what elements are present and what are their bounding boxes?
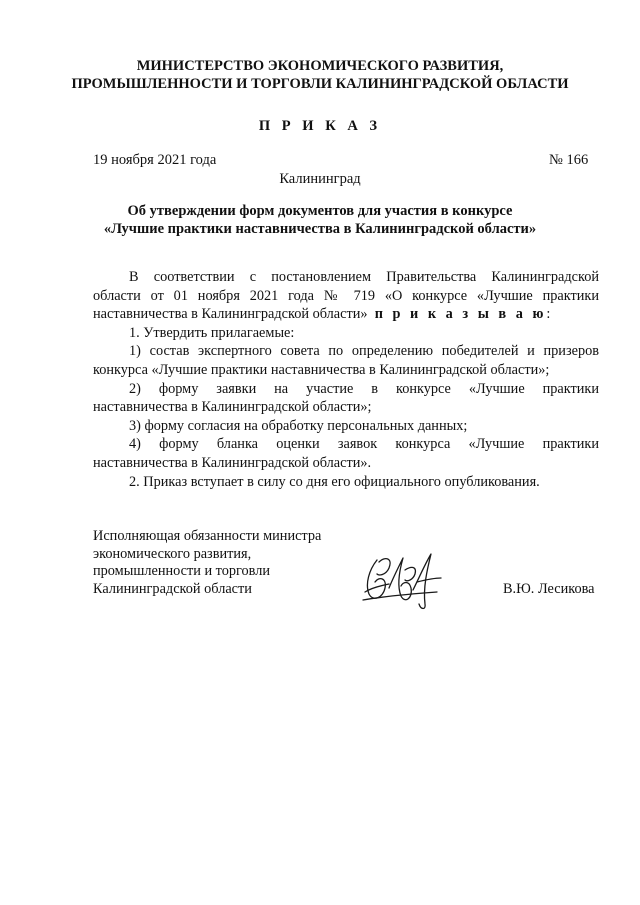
signatory-line-2: экономического развития, [93, 545, 252, 562]
order-body [93, 268, 599, 491]
item-1-1-line-2: конкурса «Лучшие практики наставничества в Калининградской области»; [93, 361, 550, 378]
signatory-line-1: Исполняющая обязанности министра [93, 528, 322, 544]
intro-line-2: области от 01 ноября 2021 года № 719 «О конкурсе «Лучшие практики [93, 287, 599, 304]
signatory-name: В.Ю. Лесикова [503, 581, 595, 597]
ministry-name-line-1: МИНИСТЕРСТВО ЭКОНОМИЧЕСКОГО РАЗВИТИЯ, [136, 58, 504, 74]
item-1-3: 3) форму согласия на обработку персональных данных; [129, 417, 468, 434]
item-1-2-line-1: 2) форму заявки на участие в конкурсе «Лучшие практики [129, 380, 599, 397]
intro-line-3 [93, 305, 599, 324]
signatory-line-4: Калининградской области [93, 580, 252, 597]
intro-line-3-text: наставничества в Калининградской области» [93, 306, 368, 323]
order-colon: : [546, 306, 551, 323]
order-city: Калининград [279, 171, 361, 187]
order-subject-line-2: «Лучшие практики наставничества в Калининградской области» [103, 221, 537, 237]
item-1-4-line-2: наставничества в Калининградской области». [93, 454, 372, 471]
handwritten-signature [355, 548, 450, 613]
document-type: П Р И К А З [258, 118, 382, 134]
ministry-name-line-2: ПРОМЫШЛЕННОСТИ И ТОРГОВЛИ КАЛИНИНГРАДСКОЙ ОБЛАСТИ [71, 76, 569, 92]
order-subject-line-1: Об утверждении форм документов для участия в конкурсе [127, 203, 513, 219]
intro-line-1: В соответствии с постановлением Правительства Калининградской [129, 269, 599, 285]
signatory-line-3: промышленности и торговли [93, 563, 271, 579]
item-2: 2. Приказ вступает в силу со дня его официального опубликования. [129, 473, 540, 490]
signatory-position [93, 528, 321, 598]
item-1-4-line-1: 4) форму бланка оценки заявок конкурса «Лучшие практики [129, 436, 599, 453]
item-1-1-line-1: 1) состав экспертного совета по определению победителей и призеров [129, 343, 599, 360]
order-date: 19 ноября 2021 года [93, 152, 217, 168]
order-word: п р и к а з ы в а ю [374, 306, 547, 323]
order-number: № 166 [549, 152, 589, 168]
item-1: 1. Утвердить прилагаемые: [129, 324, 295, 341]
item-1-2-line-2: наставничества в Калининградской области»; [93, 399, 372, 416]
